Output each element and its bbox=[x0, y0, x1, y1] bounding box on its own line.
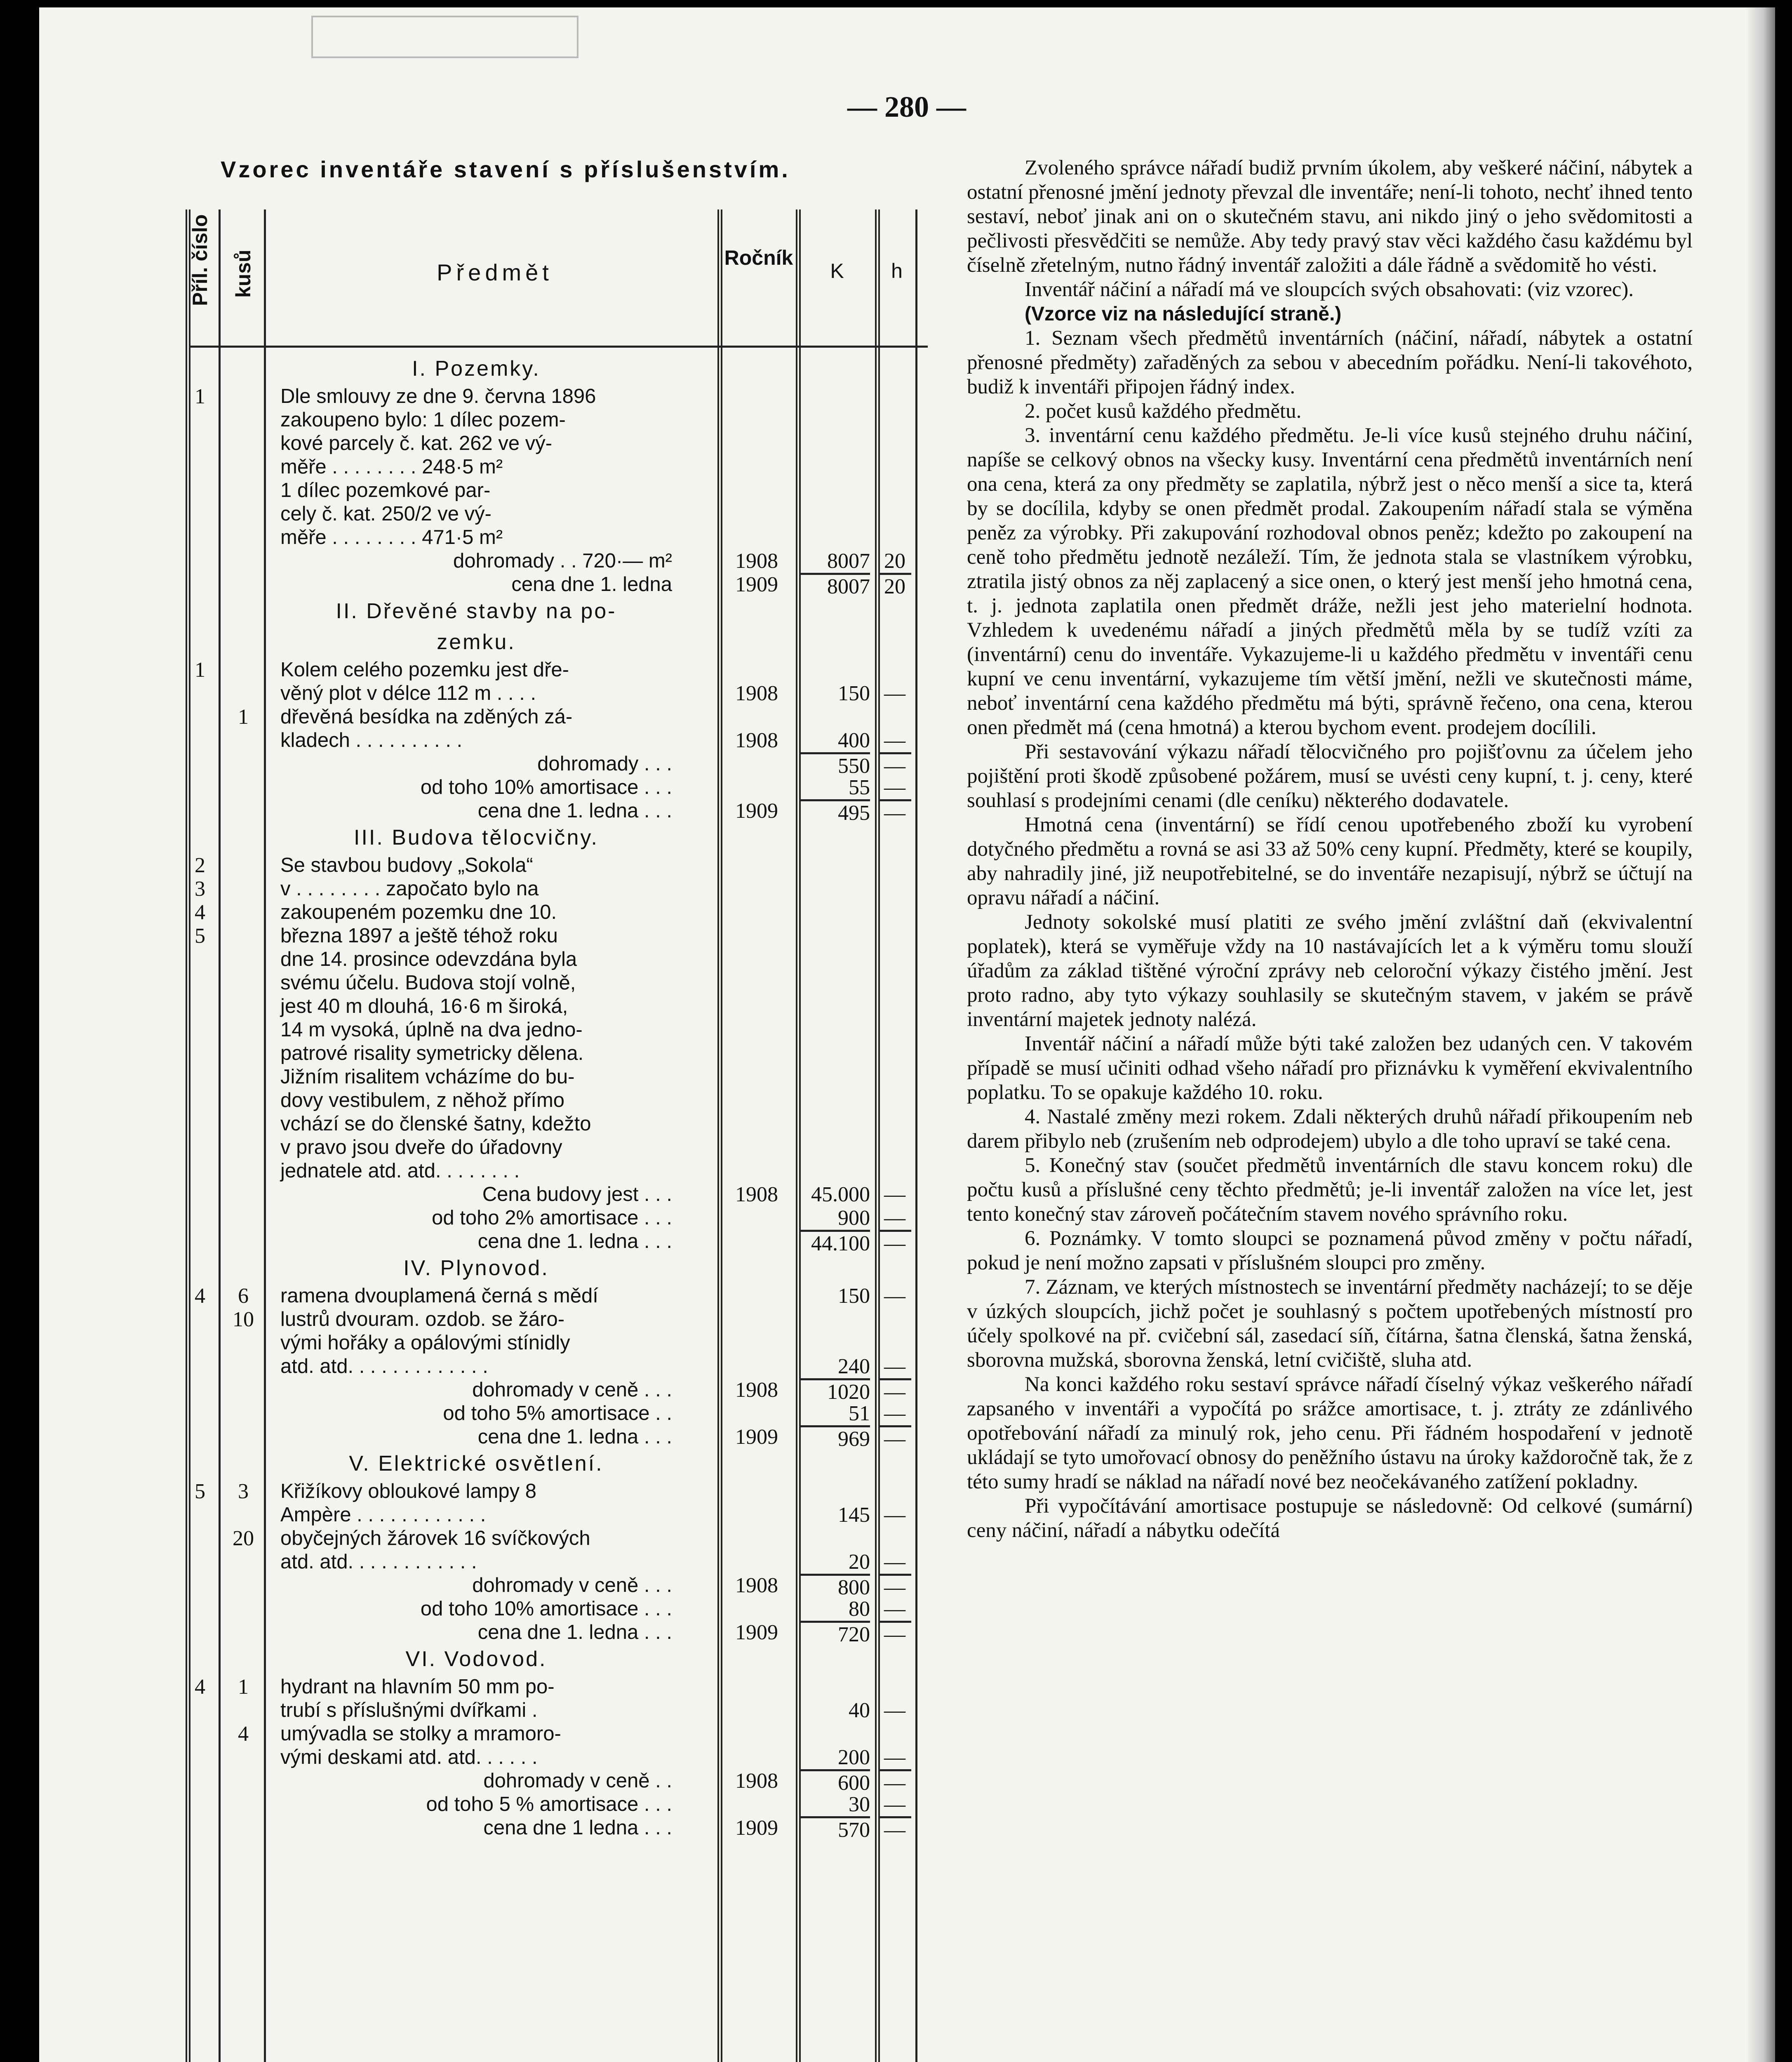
inventory-table bbox=[190, 209, 928, 2062]
header-pril: Příl. číslo bbox=[188, 214, 212, 306]
item-description: dne 14. prosince odevzdána byla bbox=[280, 948, 577, 970]
item-count: 1 bbox=[238, 1675, 249, 1699]
item-description: v pravo jsou dveře do úřadovny bbox=[280, 1136, 562, 1158]
year-cell: 1909 bbox=[735, 1425, 778, 1449]
item-description: Cena budovy jest . . . bbox=[482, 1183, 672, 1205]
item-description: od toho 2% amortisace . . . bbox=[432, 1207, 672, 1229]
paragraph: 7. Záznam, ve kterých místnostech se inventární předměty nacházejí; to se děje v úzkých sloupcích, jichž počet je souhlasný s počtem upotřebených místností pro účely spolkové na př. cvičební sál, zasedací síň, čítárna, šatna členská, šatna ženská, sborovna mužská, sborovna ženská, letní cvičiště, sluha atd. bbox=[967, 1276, 1693, 1372]
item-description: Ampère . . . . . . . . . . . . bbox=[280, 1504, 486, 1526]
hellers-cell: — bbox=[878, 1378, 911, 1404]
crowns-cell: 495 bbox=[800, 799, 870, 825]
crowns-cell: 200 bbox=[838, 1746, 870, 1769]
header-rocnik: Ročník bbox=[724, 246, 793, 269]
paragraph: 1. Seznam všech předmětů inventárních (náčiní, nářadí, nábytek a ostatní přenosné předměty) zařaděných za sebou v abecedním pořádku. Není-li takovéhoto, budiž k inventáři připojen řádný index. bbox=[967, 327, 1693, 398]
crowns-cell: 55 bbox=[849, 776, 870, 799]
hellers-cell: — bbox=[878, 1816, 911, 1842]
item-description: cena dne 1. ledna bbox=[511, 573, 672, 596]
item-count: 4 bbox=[238, 1722, 249, 1746]
year-cell: 1908 bbox=[735, 549, 778, 573]
attachment-number: 1 bbox=[195, 385, 205, 408]
header-h: h bbox=[891, 259, 903, 282]
crowns-cell: 550 bbox=[800, 752, 870, 778]
crowns-cell: 150 bbox=[838, 1284, 870, 1308]
year-cell: 1908 bbox=[735, 1769, 778, 1793]
attachment-number: 4 bbox=[195, 1675, 205, 1699]
item-description: měře . . . . . . . . 471·5 m² bbox=[280, 526, 503, 548]
section-heading: II. Dřevěné stavby na po- bbox=[336, 599, 617, 623]
paragraph: Inventář náčiní a nářadí má ve sloupcích svých obsahovati: (viz vzorec). bbox=[1025, 278, 1634, 301]
item-description: cely č. kat. 250/2 ve vý- bbox=[280, 503, 492, 525]
item-description: lustrů dvouram. ozdob. se žáro- bbox=[280, 1308, 565, 1330]
paragraph: 4. Nastalé změny mezi rokem. Zdali některých druhů nářadí přikoupením neb darem přibylo neb (zrušením neb odprodejem) ubylo a dle toho upraví se také cena. bbox=[967, 1105, 1693, 1153]
item-description: patrové risality symetricky dělena. bbox=[280, 1042, 584, 1064]
item-description: od toho 10% amortisace . . . bbox=[420, 776, 672, 798]
header-kusu: kusů bbox=[232, 250, 255, 298]
item-count: 10 bbox=[233, 1308, 254, 1331]
item-description: od toho 5% amortisace . . bbox=[443, 1402, 672, 1424]
hellers-cell: — bbox=[884, 1699, 905, 1722]
year-cell: 1908 bbox=[735, 682, 778, 705]
section-heading: III. Budova tělocvičny. bbox=[354, 826, 599, 850]
paragraph: Při vypočítávání amortisace postupuje se následovně: Od celkové (sumární) ceny náčiní, nářadí a nábytku odečítá bbox=[967, 1495, 1693, 1542]
table-right-border bbox=[915, 209, 917, 2062]
crowns-cell: 900 bbox=[838, 1206, 870, 1230]
paragraph: 5. Konečný stav (součet předmětů inventárních dle stavu koncem roku) dle počtu kusů a příslušné ceny těchto předmětů; je-li inventář založen na více let, jest tento konečný stav zároveň počátečním stavem nového správního roku. bbox=[967, 1154, 1693, 1226]
paragraph: 6. Poznámky. V tomto sloupci se poznamená původ změny v počtu nářadí, pokud je není možno zapsati v příslušném sloupci pro změny. bbox=[967, 1227, 1693, 1274]
crowns-cell: 969 bbox=[800, 1425, 870, 1451]
item-description: Dle smlouvy ze dne 9. června 1896 bbox=[280, 385, 596, 407]
crowns-cell: 44.100 bbox=[800, 1230, 870, 1255]
item-count: 3 bbox=[238, 1480, 249, 1503]
item-description: kové parcely č. kat. 262 ve vý- bbox=[280, 432, 553, 454]
paragraph: 3. inventární cenu každého předmětu. Je-li více kusů stejného druhu náčiní, napíše se celkový obnos na všecky kusy. Inventární cena předmětů inventárních není ona cena, která za ony předměty se zaplatila, nýbrž jest o něco menší a sice ta, která by se docílila, kdyby se onen předmět prodal. Zakoupením nářadí stala se výměna peněz za výrobky. Při zakupování rozhodoval obnos peněz; kdežto po zakoupení na ceně toho předmětu jednotě nezáleží. Tím, že jednota stala se vlastníkem výrobku, ztratila jistý obnos za něj zaplacený a sice onen, o který jest menší jeho hmotná cena, t. j. jednota zaplatila onen předmět dráže, nežli jest jeho materielní hodnota. Vzhledem k uvedenému nářadí a jiných předmětů měla by se tudíž vzíti za (inventární) cenu do inventáře. Vykazujeme-li u každého předmětu v inventáři cenu kupní ve cenu inventární, vykazujeme tím větší jmění, nežli ve skutečnosti máme, neboť inventární cena každého předmětu má býti, správně řečeno, ona cena, kterou onen předmět má (cena hmotná) a kterou bychom event. prodejem docílili. bbox=[967, 424, 1693, 739]
crowns-cell: 600 bbox=[800, 1769, 870, 1795]
hellers-cell: — bbox=[878, 1769, 911, 1795]
paragraph: Jednoty sokolské musí platiti ze svého jmění zvláštní daň (ekvivalentní poplatek), která se vyměřuje vždy na 10 nastávajících let a k výměru tomu slouží úřadům za základ tištěné výroční zprávy neb celoroční výkazy čistého jmění. Jest proto radno, aby tyto výkazy souhlasily se skutečným stavem, v jakém se právě inventární majetek jednoty nalézá. bbox=[967, 911, 1693, 1031]
item-description: zakoupeno bylo: 1 dílec pozem- bbox=[280, 409, 566, 431]
col-divider bbox=[219, 209, 221, 2062]
item-description: od toho 5 % amortisace . . . bbox=[426, 1793, 672, 1815]
faded-stamp bbox=[311, 16, 579, 58]
section-heading: V. Elektrické osvětlení. bbox=[349, 1452, 604, 1476]
year-cell: 1908 bbox=[735, 1574, 778, 1597]
crowns-cell: 80 bbox=[849, 1597, 870, 1621]
year-cell: 1909 bbox=[735, 1621, 778, 1644]
hellers-cell: — bbox=[884, 1503, 905, 1527]
col-divider bbox=[264, 209, 266, 2062]
table-left-border bbox=[186, 209, 190, 2062]
item-description: svému účelu. Budova stojí volně, bbox=[280, 972, 576, 994]
table-title: Vzorec inventáře stavení s příslušenstvím. bbox=[221, 156, 790, 182]
attachment-number: 1 bbox=[195, 658, 205, 682]
paragraph: Hmotná cena (inventární) se řídí cenou upotřebeného zboží ku vyrobení dotyčného předmětu a rovná se asi 33 až 50% ceny kupní. Předměty, které se koupily, aby nahradily jiné, již neupotřebitelné, se do inventáře nezapisují, nýbrž se účtují na opravu nářadí a náčiní. bbox=[967, 813, 1693, 909]
attachment-number: 5 bbox=[195, 1480, 205, 1503]
hellers-cell: — bbox=[884, 1355, 905, 1378]
item-description: dohromady v ceně . . . bbox=[472, 1574, 672, 1596]
item-description: měře . . . . . . . . 248·5 m² bbox=[280, 456, 503, 478]
item-description: umývadla se stolky a mramoro- bbox=[280, 1723, 561, 1745]
hellers-cell: — bbox=[884, 1746, 905, 1769]
hellers-cell: — bbox=[884, 1206, 905, 1230]
paragraph: Na konci každého roku sestaví správce nářadí číselný výkaz veškerého nářadí zapsaného v inventáři a vypočítá po srážce amortisace, t. j. ztráty ze zdánlivého opotřebování nářadí za minulý rok, jeho cenu. Při řádném hospodaření v jednotě ukládají se tyto umořovací obnosy do peněžního ústavu na úroky každoročně tak, že z této sumy hradí se náklad na nářadí nové bez neočekávaného zatížení pokladny. bbox=[967, 1373, 1693, 1493]
year-cell: 1908 bbox=[735, 1183, 778, 1206]
hellers-cell: — bbox=[878, 1574, 911, 1599]
hellers-cell: — bbox=[878, 1425, 911, 1451]
item-description: od toho 10% amortisace . . . bbox=[420, 1598, 672, 1620]
item-description: 1 dílec pozemkové par- bbox=[280, 479, 491, 501]
hellers-cell: — bbox=[884, 1597, 905, 1621]
attachment-number: 4 bbox=[195, 1284, 205, 1308]
item-description: 14 m vysoká, úplně na dva jedno- bbox=[280, 1019, 583, 1041]
crowns-cell: 570 bbox=[800, 1816, 870, 1842]
item-description: Jižním risalitem vcházíme do bu- bbox=[280, 1066, 575, 1088]
hellers-cell: — bbox=[884, 1550, 905, 1574]
item-description: Kolem celého pozemku jest dře- bbox=[280, 659, 569, 681]
hellers-cell: — bbox=[884, 776, 905, 799]
section-heading: I. Pozemky. bbox=[412, 357, 541, 381]
page-number: — 280 — bbox=[847, 90, 966, 123]
hellers-cell: — bbox=[884, 1793, 905, 1816]
header-rule bbox=[190, 346, 928, 348]
hellers-cell: — bbox=[884, 1402, 905, 1425]
year-cell: 1909 bbox=[735, 799, 778, 823]
item-description: kladech . . . . . . . . . . bbox=[280, 729, 463, 751]
crowns-cell: 1020 bbox=[800, 1378, 870, 1404]
item-description: cena dne 1. ledna . . . bbox=[477, 1621, 672, 1643]
section-heading: IV. Plynovod. bbox=[403, 1256, 549, 1280]
item-description: cena dne 1. ledna . . . bbox=[477, 1426, 672, 1448]
hellers-cell: — bbox=[878, 752, 911, 778]
item-description: dovy vestibulem, z něhož přímo bbox=[280, 1089, 565, 1111]
item-description: jest 40 m dlouhá, 16·6 m široká, bbox=[280, 995, 568, 1017]
item-description: dohromady v ceně . . bbox=[483, 1770, 672, 1792]
hellers-cell: 20 bbox=[878, 573, 911, 598]
paragraph: (Vzorce viz na následující straně.) bbox=[1025, 303, 1342, 325]
item-description: v . . . . . . . . započato bylo na bbox=[280, 878, 539, 900]
hellers-cell: — bbox=[878, 1230, 911, 1255]
item-description: trubí s příslušnými dvířkami . bbox=[280, 1699, 538, 1721]
crowns-cell: 40 bbox=[849, 1699, 870, 1722]
crowns-cell: 30 bbox=[849, 1793, 870, 1816]
item-description: zakoupeném pozemku dne 10. bbox=[280, 901, 557, 923]
item-description: cena dne 1 ledna . . . bbox=[483, 1817, 672, 1839]
item-description: vými hořáky a opálovými stínidly bbox=[280, 1332, 570, 1354]
hellers-cell: — bbox=[884, 729, 905, 752]
crowns-cell: 8007 bbox=[800, 573, 870, 598]
crowns-cell: 800 bbox=[800, 1574, 870, 1599]
crowns-cell: 20 bbox=[849, 1550, 870, 1574]
crowns-cell: 8007 bbox=[827, 549, 870, 573]
hellers-cell: — bbox=[884, 1183, 905, 1206]
item-description: atd. atd. . . . . . . . . . . . bbox=[280, 1551, 477, 1573]
item-description: jednatele atd. atd. . . . . . . . bbox=[280, 1160, 520, 1182]
item-description: Se stavbou budovy „Sokola“ bbox=[280, 854, 533, 876]
header-predmet: Předmět bbox=[437, 259, 553, 285]
item-description: dohromady v ceně . . . bbox=[472, 1379, 672, 1401]
year-cell: 1908 bbox=[735, 1378, 778, 1402]
paragraph: Inventář náčiní a nářadí může býti také založen bez udaných cen. V takovém případě se musí učiniti odhad všeho nářadí pro přiznávku k vyměření ekvivalentního poplatku. To se opakuje každého 10. roku. bbox=[967, 1032, 1693, 1104]
year-cell: 1909 bbox=[735, 573, 778, 596]
year-cell: 1908 bbox=[735, 729, 778, 752]
section-heading: VI. Vodovod. bbox=[405, 1647, 547, 1671]
item-description: Křižíkovy obloukové lampy 8 bbox=[280, 1480, 536, 1502]
item-description: hydrant na hlavním 50 mm po- bbox=[280, 1676, 555, 1698]
year-cell: 1909 bbox=[735, 1816, 778, 1840]
hellers-cell: 20 bbox=[884, 549, 905, 573]
header-k: K bbox=[830, 259, 844, 282]
item-description: atd. atd. . . . . . . . . . . . . bbox=[280, 1355, 488, 1377]
paragraph: 2. počet kusů každého předmětu. bbox=[1025, 400, 1302, 423]
crowns-cell: 400 bbox=[838, 729, 870, 752]
item-description: dohromady . . . bbox=[537, 753, 672, 775]
scanned-page bbox=[39, 7, 1775, 2062]
item-description: věný plot v délce 112 m . . . . bbox=[280, 682, 536, 704]
crowns-cell: 720 bbox=[800, 1621, 870, 1646]
item-count: 20 bbox=[233, 1527, 254, 1550]
crowns-cell: 145 bbox=[838, 1503, 870, 1527]
hellers-cell: — bbox=[884, 682, 905, 705]
item-description: vými deskami atd. atd. . . . . . bbox=[280, 1746, 538, 1768]
item-description: obyčejných žárovek 16 svíčkových bbox=[280, 1527, 590, 1549]
page-edge-shadow bbox=[1746, 7, 1775, 2062]
hellers-cell: — bbox=[878, 799, 911, 825]
attachment-number: 5 bbox=[195, 924, 205, 948]
crowns-cell: 150 bbox=[838, 682, 870, 705]
attachment-number: 4 bbox=[195, 901, 205, 924]
item-description: cena dne 1. ledna . . . bbox=[477, 800, 672, 822]
crowns-cell: 45.000 bbox=[811, 1183, 870, 1206]
section-heading: zemku. bbox=[437, 630, 516, 654]
item-description: vchází se do členské šatny, kdežto bbox=[280, 1113, 591, 1135]
item-count: 6 bbox=[238, 1284, 249, 1308]
crowns-cell: 51 bbox=[849, 1402, 870, 1425]
item-description: ramena dvouplamená černá s mědí bbox=[280, 1285, 598, 1307]
item-count: 1 bbox=[238, 705, 249, 729]
attachment-number: 3 bbox=[195, 877, 205, 901]
item-description: dohromady . . 720·— m² bbox=[453, 550, 672, 572]
crowns-cell: 240 bbox=[838, 1355, 870, 1378]
hellers-cell: — bbox=[878, 1621, 911, 1646]
item-description: cena dne 1. ledna . . . bbox=[477, 1230, 672, 1252]
item-description: dřevěná besídka na zděných zá- bbox=[280, 706, 573, 728]
hellers-cell: — bbox=[884, 1284, 905, 1308]
paragraph: Zvoleného správce nářadí budiž prvním úkolem, aby veškeré náčiní, nábytek a ostatní přenosné jmění jednoty převzal dle inventáře; není-li tohoto, nechť ihned tento sestaví, neboť jinak ani on o skutečném stavu, ani nikdo jiný o jeho svědomitosti a pečlivosti přesvědčiti se nemůže. Aby tedy pravý stav věci každého času každému byl číselně zřetelným, nutno řádný inventář založiti a dále řádně a svědomitě ho vésti. bbox=[967, 156, 1693, 277]
instructions-text bbox=[967, 156, 1693, 1543]
paragraph: Při sestavování výkazu nářadí tělocvičného pro pojišťovnu za účelem jeho pojištění proti škodě způsobené požárem, musí se uvésti ceny kupní, t. j. ceny, které souhlasí s prodejními cenami (dle ceníku) některého dodavatele. bbox=[967, 740, 1693, 812]
attachment-number: 2 bbox=[195, 854, 205, 877]
item-description: března 1897 a ještě téhož roku bbox=[280, 925, 558, 947]
